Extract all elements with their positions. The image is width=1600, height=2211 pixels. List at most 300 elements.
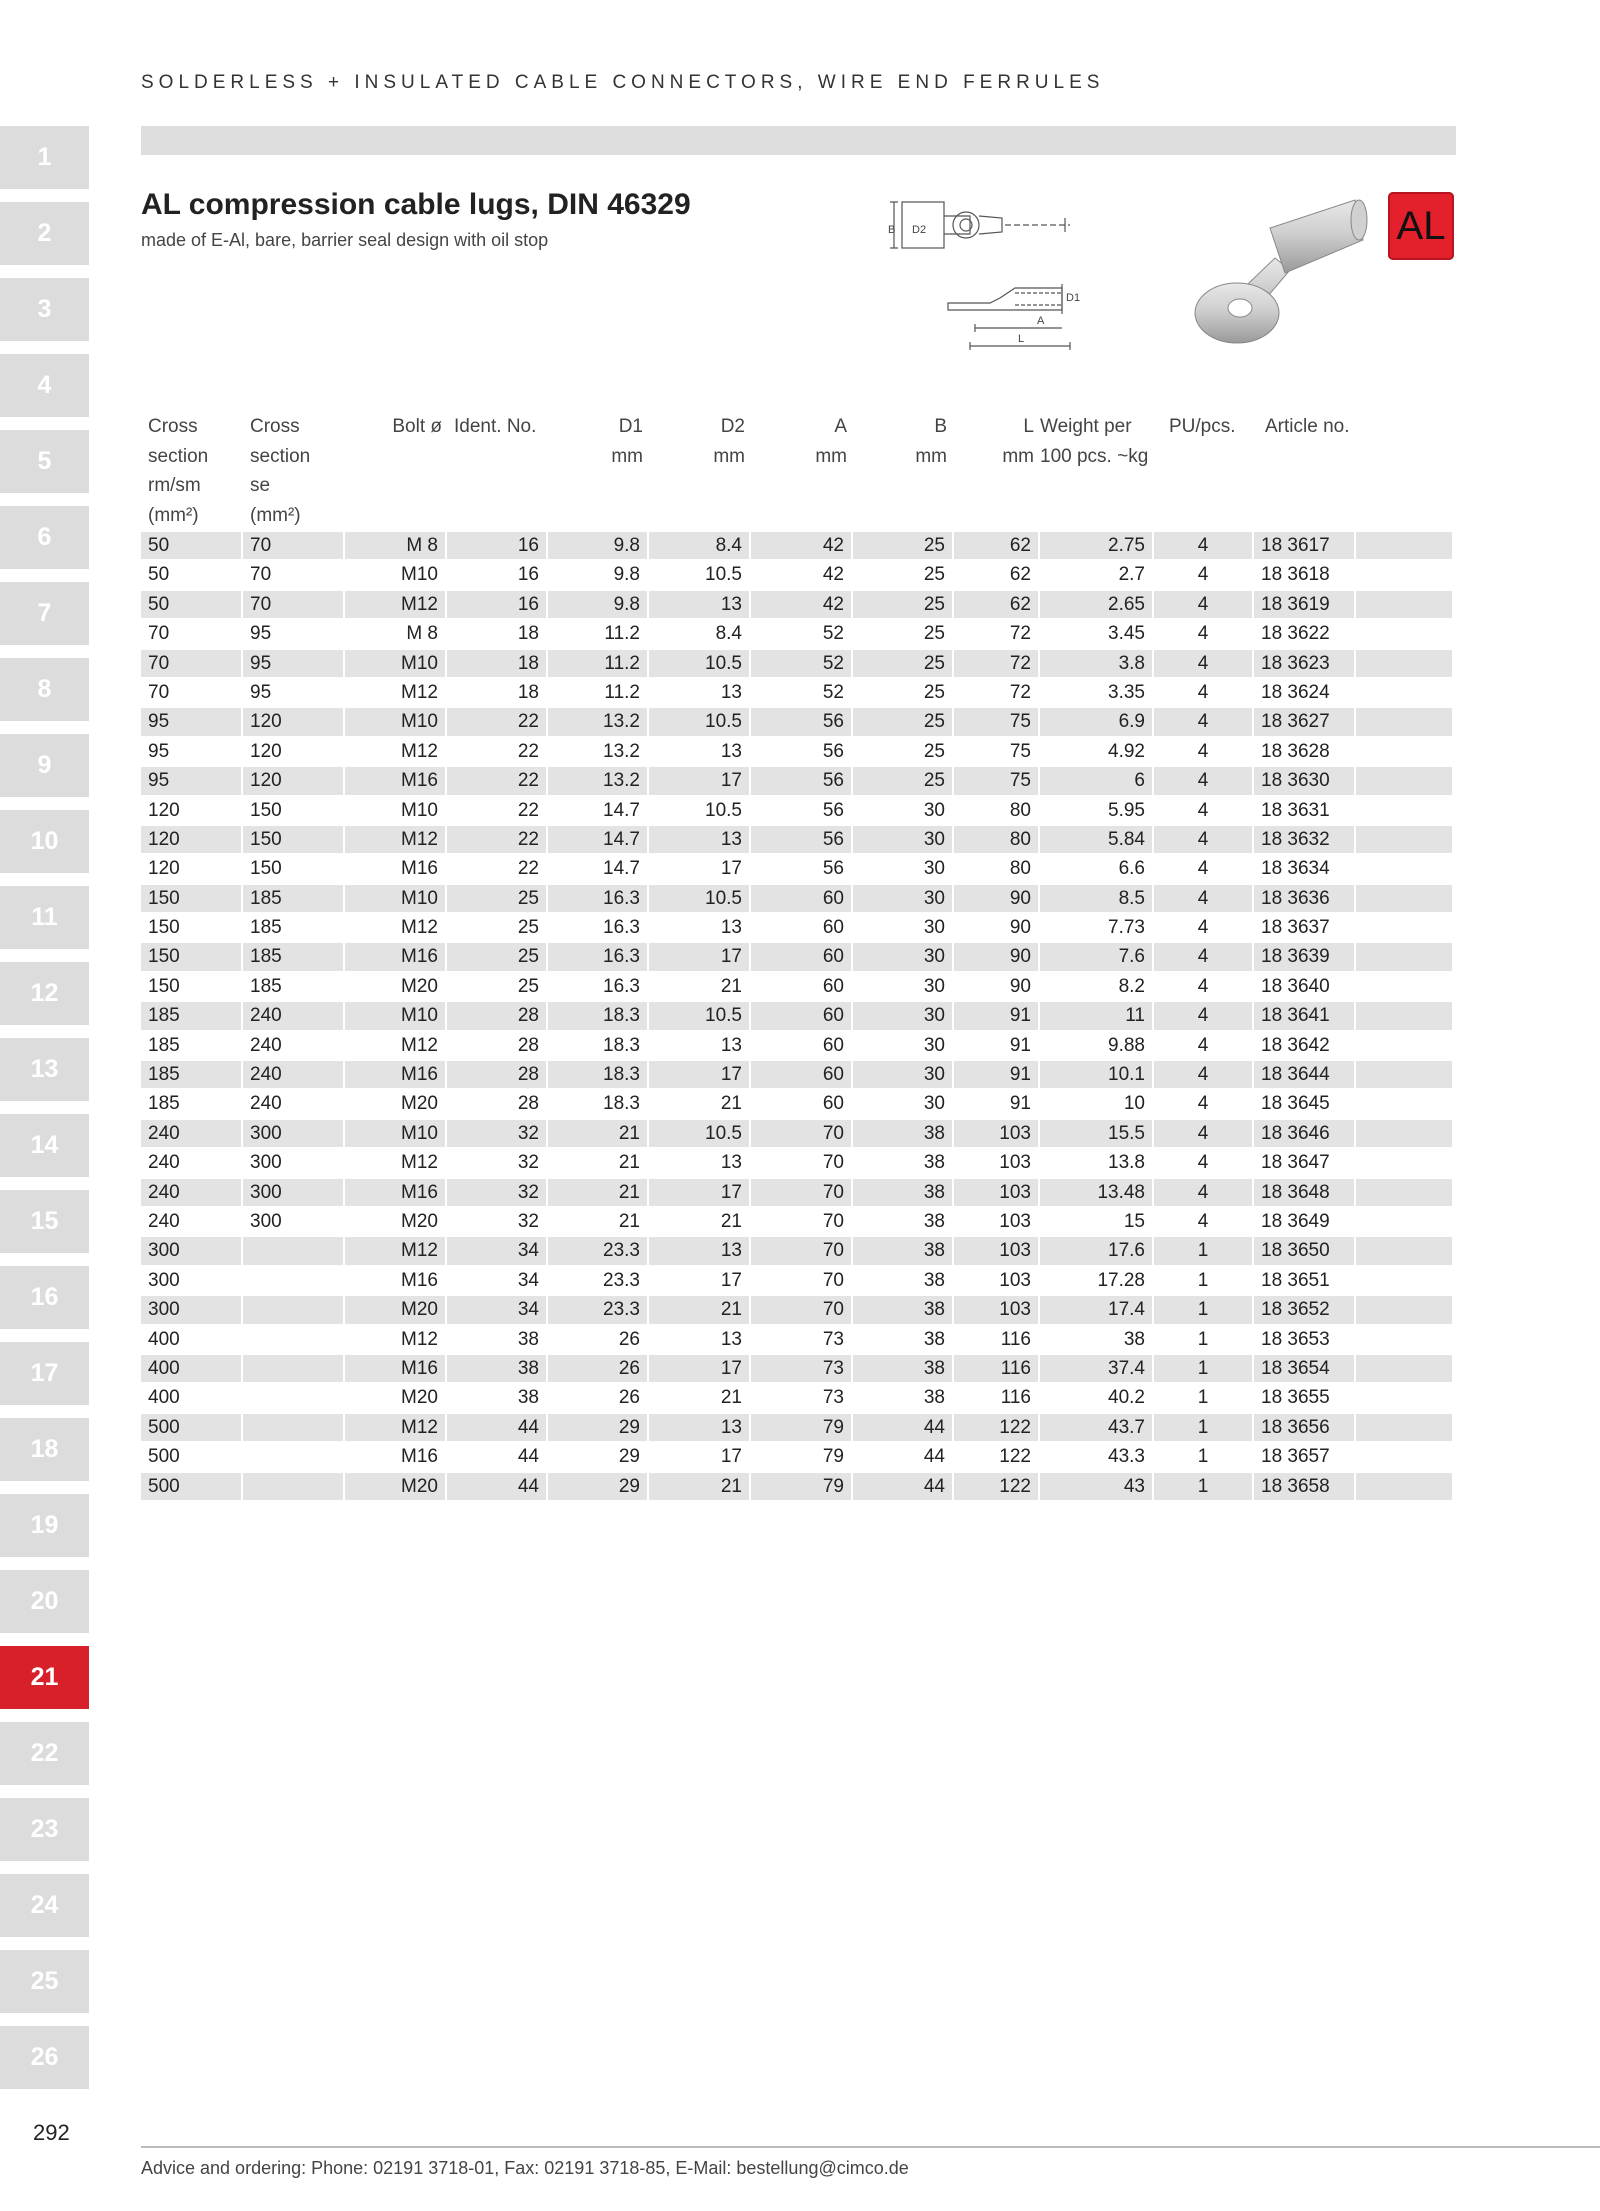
table-cell: 150 — [141, 943, 241, 970]
table-cell: 30 — [923, 858, 945, 880]
diagram-label-l: L — [1018, 333, 1025, 345]
table-cell: M10 — [401, 564, 438, 586]
chapter-tab-8[interactable]: 8 — [0, 658, 89, 721]
table-cell: M12 — [401, 681, 438, 703]
chapter-tab-13[interactable]: 13 — [0, 1038, 89, 1101]
chapter-tab-9[interactable]: 9 — [0, 734, 89, 797]
table-cell: 4 — [1197, 1093, 1209, 1115]
table-cell: 38 — [853, 1296, 952, 1323]
table-cell — [243, 1414, 343, 1441]
table-cell: 25 — [853, 532, 952, 559]
table-cell: 18 3627 — [1254, 708, 1354, 735]
table-row — [141, 738, 1456, 767]
chapter-tab-21[interactable]: 21 — [0, 1646, 89, 1709]
table-cell: 8.4 — [715, 623, 742, 645]
col-header-line: (mm²) — [250, 504, 301, 526]
chapter-tab-4[interactable]: 4 — [0, 354, 89, 417]
table-cell — [1356, 943, 1452, 970]
table-cell: 37.4 — [1040, 1355, 1152, 1382]
table-cell: 13 — [720, 740, 742, 762]
table-cell — [1356, 973, 1452, 1000]
col-header-pu — [1169, 412, 1269, 442]
table-cell: 25 — [853, 591, 952, 618]
table-cell — [1356, 1061, 1452, 1088]
table-cell: 18 3655 — [1261, 1387, 1330, 1409]
table-cell: 30 — [853, 826, 952, 853]
table-cell: 120 — [243, 708, 343, 735]
table-cell — [243, 1267, 343, 1294]
chapter-tab-15[interactable]: 15 — [0, 1190, 89, 1253]
table-cell: 56 — [822, 858, 844, 880]
table-cell: 30 — [853, 1002, 952, 1029]
table-cell: 18 3651 — [1261, 1269, 1330, 1291]
table-cell: M 8 — [406, 623, 438, 645]
table-row — [141, 885, 1456, 914]
table-cell — [1356, 767, 1452, 794]
table-cell: 90 — [1009, 917, 1031, 939]
table-row — [141, 1179, 1456, 1208]
table-cell: 30 — [853, 1061, 952, 1088]
chapter-tab-18[interactable]: 18 — [0, 1418, 89, 1481]
table-row — [141, 914, 1456, 943]
chapter-tab-11[interactable]: 11 — [0, 886, 89, 949]
table-cell: 28 — [447, 1002, 546, 1029]
table-cell: 38 — [853, 1120, 952, 1147]
table-cell: 80 — [1009, 799, 1031, 821]
table-cell: 79 — [822, 1446, 844, 1468]
table-cell: 25 — [923, 623, 945, 645]
table-row — [141, 1061, 1456, 1090]
table-cell: 25 — [447, 943, 546, 970]
table-cell: 11.2 — [604, 623, 640, 645]
chapter-tab-26[interactable]: 26 — [0, 2026, 89, 2089]
table-cell: 38 — [1123, 1328, 1145, 1350]
table-cell: M16 — [345, 1061, 445, 1088]
table-cell — [1356, 532, 1452, 559]
col-header-line: rm/sm — [148, 475, 201, 496]
table-cell — [1356, 914, 1452, 941]
table-cell: 30 — [923, 975, 945, 997]
table-cell: 4 — [1197, 799, 1209, 821]
page-number: 292 — [33, 2120, 70, 2145]
table-cell: 14.7 — [603, 799, 640, 821]
table-cell: 4 — [1197, 1210, 1209, 1232]
chapter-tab-22[interactable]: 22 — [0, 1722, 89, 1785]
table-row — [141, 1384, 1456, 1413]
table-cell: M12 — [401, 1034, 438, 1056]
table-cell: 25 — [853, 708, 952, 735]
table-cell: 17 — [720, 1446, 742, 1468]
table-cell: 4 — [1197, 1034, 1209, 1056]
chapter-tab-7[interactable]: 7 — [0, 582, 89, 645]
chapter-tab-3[interactable]: 3 — [0, 278, 89, 341]
table-cell: 4 — [1197, 975, 1209, 997]
table-cell: 185 — [141, 1002, 241, 1029]
table-cell: 150 — [148, 975, 180, 997]
table-cell: 18 3657 — [1261, 1446, 1330, 1468]
table-cell: 52 — [751, 650, 851, 677]
diagram-label-d1: D1 — [1066, 292, 1081, 304]
table-cell: 103 — [999, 1152, 1031, 1174]
table-cell: 13 — [720, 917, 742, 939]
table-cell: 70 — [243, 532, 343, 559]
table-cell: 38 — [517, 1387, 539, 1409]
table-cell: 38 — [923, 1328, 945, 1350]
table-cell: 6 — [1040, 767, 1152, 794]
col-header-line: Cross — [148, 416, 198, 437]
table-cell: 18 3644 — [1254, 1061, 1354, 1088]
chapter-tab-24[interactable]: 24 — [0, 1874, 89, 1937]
table-cell: 60 — [751, 943, 851, 970]
table-cell: 1 — [1197, 1387, 1209, 1409]
table-cell: M16 — [401, 1269, 438, 1291]
table-cell: 13.2 — [548, 708, 647, 735]
table-cell: 18 3637 — [1261, 917, 1330, 939]
chapter-tab-19[interactable]: 19 — [0, 1494, 89, 1557]
table-cell — [1356, 1120, 1452, 1147]
table-cell: 79 — [751, 1473, 851, 1500]
table-cell: 1 — [1197, 1446, 1209, 1468]
page-title: AL compression cable lugs, DIN 46329 — [141, 188, 691, 221]
table-row — [141, 943, 1456, 972]
chapter-tab-12[interactable]: 12 — [0, 962, 89, 1025]
table-cell: 17 — [720, 1269, 742, 1291]
table-cell: 21 — [720, 1387, 742, 1409]
table-cell: 9.8 — [613, 564, 640, 586]
table-cell — [1356, 620, 1452, 647]
table-cell: 13 — [720, 1034, 742, 1056]
table-cell: 400 — [148, 1387, 180, 1409]
table-cell: 56 — [822, 799, 844, 821]
table-cell: M12 — [345, 591, 445, 618]
table-row — [141, 973, 1456, 1002]
table-cell: 38 — [853, 1237, 952, 1264]
table-cell: 240 — [141, 1120, 241, 1147]
table-cell: 120 — [243, 767, 343, 794]
table-cell: 2.75 — [1040, 532, 1152, 559]
table-cell: 25 — [923, 740, 945, 762]
table-cell: 17 — [649, 767, 749, 794]
table-cell: M10 — [345, 1120, 445, 1147]
table-cell — [243, 1355, 343, 1382]
table-cell: 25 — [447, 885, 546, 912]
table-cell: M10 — [345, 885, 445, 912]
table-cell: 43.7 — [1040, 1414, 1152, 1441]
table-cell: 56 — [822, 740, 844, 762]
table-row — [141, 679, 1456, 708]
table-cell: 240 — [250, 1093, 282, 1115]
table-cell: 30 — [923, 1034, 945, 1056]
table-cell: 15.5 — [1040, 1120, 1152, 1147]
table-cell: 1 — [1154, 1414, 1252, 1441]
table-cell: 103 — [954, 1237, 1038, 1264]
table-cell: 18 3656 — [1254, 1414, 1354, 1441]
col-header-line: mm — [611, 445, 643, 467]
table-cell: 4 — [1154, 591, 1252, 618]
table-cell — [1356, 679, 1452, 706]
table-cell: 50 — [148, 564, 170, 586]
chapter-tab-16[interactable]: 16 — [0, 1266, 89, 1329]
table-cell — [1356, 708, 1452, 735]
table-cell — [1356, 826, 1452, 853]
col-header-line: mm — [815, 445, 847, 467]
table-cell: 26 — [618, 1387, 640, 1409]
table-cell: 50 — [141, 591, 241, 618]
table-cell: 23.3 — [548, 1237, 647, 1264]
table-cell: 16 — [517, 564, 539, 586]
chapter-tab-17[interactable]: 17 — [0, 1342, 89, 1405]
table-cell: 103 — [954, 1296, 1038, 1323]
table-cell: 17.6 — [1040, 1237, 1152, 1264]
table-cell: 95 — [141, 708, 241, 735]
table-cell: 17.28 — [1097, 1269, 1145, 1291]
table-cell: 14.7 — [603, 858, 640, 880]
table-cell: 50 — [141, 532, 241, 559]
table-cell — [1356, 1443, 1452, 1470]
table-cell: 56 — [751, 826, 851, 853]
table-cell: 4 — [1197, 564, 1209, 586]
col-header-d1 — [554, 412, 643, 471]
table-cell: 95 — [243, 650, 343, 677]
table-cell: 38 — [923, 1210, 945, 1232]
table-cell: 18.3 — [548, 1061, 647, 1088]
table-cell: 18 3631 — [1261, 799, 1330, 821]
table-cell: 91 — [954, 1002, 1038, 1029]
table-row — [141, 1473, 1456, 1502]
table-row — [141, 1120, 1456, 1149]
table-cell: 18 3639 — [1254, 943, 1354, 970]
table-cell: M12 — [345, 826, 445, 853]
table-row — [141, 797, 1456, 826]
header-bar — [141, 126, 1456, 155]
col-header-line: Article no. — [1265, 416, 1350, 437]
table-cell: 400 — [141, 1355, 241, 1382]
col-header-line: mm — [915, 445, 947, 467]
table-cell: 150 — [250, 858, 282, 880]
table-cell: 150 — [243, 826, 343, 853]
table-cell: M16 — [345, 767, 445, 794]
footer-divider — [141, 2146, 1600, 2148]
table-cell: 10.1 — [1040, 1061, 1152, 1088]
col-header-line: se — [250, 475, 271, 496]
chapter-tab-2[interactable]: 2 — [0, 202, 89, 265]
chapter-tab-20[interactable]: 20 — [0, 1570, 89, 1633]
table-cell: 4 — [1154, 826, 1252, 853]
table-cell: M20 — [401, 1210, 438, 1232]
table-cell — [1356, 1208, 1452, 1235]
table-cell: 25 — [517, 975, 539, 997]
table-cell: 13.2 — [548, 767, 647, 794]
table-cell: 60 — [822, 975, 844, 997]
table-cell: 4 — [1154, 708, 1252, 735]
table-cell: 18 3618 — [1261, 564, 1330, 586]
table-cell: 18 3619 — [1254, 591, 1354, 618]
table-cell: 4 — [1154, 1120, 1252, 1147]
table-cell: M10 — [345, 708, 445, 735]
table-cell: 15 — [1123, 1210, 1145, 1232]
table-cell: 18 3624 — [1261, 681, 1330, 703]
table-cell: 28 — [517, 1034, 539, 1056]
table-cell: 34 — [447, 1237, 546, 1264]
table-cell: 43 — [1040, 1473, 1152, 1500]
table-cell: 32 — [447, 1179, 546, 1206]
table-cell: 17 — [720, 858, 742, 880]
table-cell: 21 — [649, 1296, 749, 1323]
table-cell: 4 — [1197, 623, 1209, 645]
page-subtitle: made of E-Al, bare, barrier seal design with oil stop — [141, 230, 549, 250]
table-cell: 10.5 — [649, 650, 749, 677]
table-cell: 10.5 — [649, 708, 749, 735]
table-cell: 16 — [447, 591, 546, 618]
table-cell: 73 — [822, 1387, 844, 1409]
table-cell: 62 — [954, 591, 1038, 618]
table-cell: 25 — [517, 917, 539, 939]
table-cell: 16.3 — [603, 917, 640, 939]
table-row — [141, 855, 1456, 884]
chapter-tab-1[interactable]: 1 — [0, 126, 89, 189]
chapter-tab-6[interactable]: 6 — [0, 506, 89, 569]
table-cell — [1356, 1090, 1452, 1117]
table-cell: 13.48 — [1040, 1179, 1152, 1206]
table-cell: M10 — [345, 1002, 445, 1029]
col-header-cross-se — [250, 412, 340, 530]
table-cell — [1356, 885, 1452, 912]
chapter-tab-5[interactable]: 5 — [0, 430, 89, 493]
table-cell: 56 — [751, 708, 851, 735]
table-cell: 103 — [954, 1179, 1038, 1206]
table-cell: 300 — [141, 1237, 241, 1264]
table-cell: 18 3617 — [1254, 532, 1354, 559]
chapter-tab-25[interactable]: 25 — [0, 1950, 89, 2013]
table-cell: 21 — [720, 1210, 742, 1232]
table-cell: M20 — [345, 1296, 445, 1323]
table-cell — [1356, 1237, 1452, 1264]
table-cell: 21 — [720, 1093, 742, 1115]
col-header-line: Cross — [250, 416, 300, 437]
table-cell: 23.3 — [603, 1269, 640, 1291]
chapter-tab-10[interactable]: 10 — [0, 810, 89, 873]
table-cell: 32 — [517, 1152, 539, 1174]
table-cell: 13.2 — [603, 740, 640, 762]
table-cell: 18 3653 — [1261, 1328, 1330, 1350]
table-cell: 10.5 — [649, 1002, 749, 1029]
table-cell: M12 — [401, 740, 438, 762]
table-cell — [243, 1296, 343, 1323]
col-header-l — [958, 412, 1034, 471]
table-cell — [243, 1384, 343, 1411]
cable-lug-dimension-diagram — [890, 188, 1090, 358]
table-cell: 10.5 — [705, 799, 742, 821]
table-cell: 103 — [999, 1269, 1031, 1291]
table-cell: 4 — [1154, 1179, 1252, 1206]
table-cell: 30 — [853, 943, 952, 970]
table-cell: 70 — [141, 650, 241, 677]
table-cell: M16 — [345, 1355, 445, 1382]
table-cell: 500 — [141, 1414, 241, 1441]
table-cell: 30 — [923, 799, 945, 821]
col-header-line: (mm²) — [148, 504, 199, 526]
table-cell — [1356, 1384, 1452, 1411]
table-cell: 185 — [141, 1061, 241, 1088]
table-cell: 1 — [1154, 1473, 1252, 1500]
table-cell: 38 — [517, 1328, 539, 1350]
col-header-line: Bolt ø — [392, 416, 442, 437]
table-cell: 80 — [954, 826, 1038, 853]
table-cell: 18 — [447, 650, 546, 677]
table-cell: 73 — [822, 1328, 844, 1350]
table-cell: 75 — [954, 708, 1038, 735]
table-cell: 1 — [1197, 1328, 1209, 1350]
table-cell: 3.8 — [1040, 650, 1152, 677]
table-cell: 9.8 — [548, 532, 647, 559]
col-header-line: 100 pcs. ~kg — [1040, 445, 1149, 467]
table-cell: 6.9 — [1040, 708, 1152, 735]
table-cell: 3.35 — [1108, 681, 1145, 703]
chapter-tab-14[interactable]: 14 — [0, 1114, 89, 1177]
table-cell — [1356, 1473, 1452, 1500]
table-cell: 150 — [148, 917, 180, 939]
table-cell: 10.5 — [649, 885, 749, 912]
table-cell — [243, 1473, 343, 1500]
cable-lug-photo — [1185, 188, 1375, 348]
product-table — [141, 412, 1456, 1502]
table-cell: 300 — [243, 1120, 343, 1147]
table-cell: 18 3649 — [1261, 1210, 1330, 1232]
table-cell: M20 — [345, 1473, 445, 1500]
table-cell: 7.73 — [1108, 917, 1145, 939]
table-cell: 42 — [822, 564, 844, 586]
table-cell: 18 3648 — [1254, 1179, 1354, 1206]
table-cell: 13.8 — [1108, 1152, 1145, 1174]
table-cell: 13 — [720, 1152, 742, 1174]
table-cell: 4.92 — [1108, 740, 1145, 762]
chapter-tab-23[interactable]: 23 — [0, 1798, 89, 1861]
table-cell: 1 — [1154, 1237, 1252, 1264]
table-cell: 21 — [720, 975, 742, 997]
table-cell: 4 — [1154, 767, 1252, 794]
table-cell: M16 — [401, 858, 438, 880]
table-cell: 120 — [141, 826, 241, 853]
footer-contact: Advice and ordering: Phone: 02191 3718-01, Fax: 02191 3718-85, E-Mail: bestellung@cimco.de — [141, 2158, 909, 2178]
table-cell: 29 — [548, 1414, 647, 1441]
table-cell: M12 — [345, 1414, 445, 1441]
table-cell — [243, 1443, 343, 1470]
table-cell: M10 — [345, 650, 445, 677]
table-cell: 150 — [250, 799, 282, 821]
table-cell: 18 3647 — [1261, 1152, 1330, 1174]
table-cell: 70 — [751, 1120, 851, 1147]
table-cell: 17.4 — [1040, 1296, 1152, 1323]
table-cell: 44 — [853, 1473, 952, 1500]
table-cell: 22 — [517, 858, 539, 880]
table-cell: 150 — [141, 885, 241, 912]
table-cell: 75 — [954, 767, 1038, 794]
table-cell: 70 — [751, 1296, 851, 1323]
table-cell: 18 3641 — [1254, 1002, 1354, 1029]
table-row — [141, 650, 1456, 679]
table-cell: 70 — [243, 591, 343, 618]
table-cell: 4 — [1197, 740, 1209, 762]
table-cell: 22 — [447, 708, 546, 735]
table-cell: M12 — [401, 1152, 438, 1174]
table-cell: 120 — [148, 799, 180, 821]
table-cell: 116 — [1000, 1387, 1031, 1409]
table-row — [141, 1237, 1456, 1266]
table-row — [141, 532, 1456, 561]
table-cell: 1 — [1197, 1269, 1209, 1291]
table-cell: 95 — [141, 767, 241, 794]
table-cell: 95 — [250, 623, 272, 645]
